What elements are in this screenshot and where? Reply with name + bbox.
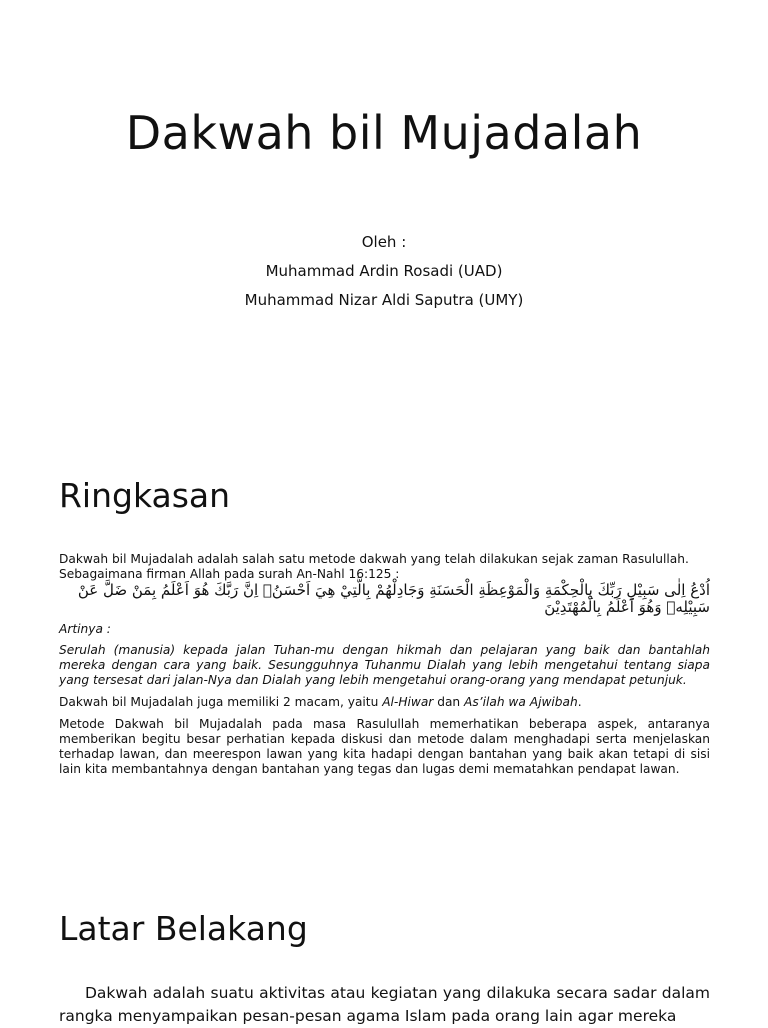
author-2: Muhammad Nizar Aldi Saputra (UMY) [244,291,524,309]
ringkasan-body [59,552,710,777]
byline-label: Oleh : [361,233,407,251]
types-prefix: Dakwah bil Mujadalah juga memiliki 2 macam, yaitu [59,695,383,709]
author-block [0,228,768,315]
method-paragraph: Metode Dakwah bil Mujadalah pada masa Rasulullah memerhatikan beberapa aspek, antaranya memberikan begitu besar perhatian kepada diskusi dan metode dalam menghadapi serta menjelaskan terhadap lawan, dan meerespon lawan yang kita hadapi dengan bantahan yang baik akan tetapi di sisi lain kita membantahnya dengan bantahan yang tegas dan lugas demi mematahkan pendapat lawan. [59,717,710,776]
section-heading-ringkasan: Ringkasan [59,476,231,515]
verse-translation: Serulah (manusia) kepada jalan Tuhan-mu dengan hikmah dan pelajaran yang baik dan bantahlah mereka dengan cara yang baik. Sesungguhnya Tuhanmu Dialah yang lebih mengetahui tentang siapa yang tersesat dari jalan-Nya dan Dialah yang lebih mengetahui orang-orang yang mendapat petunjuk. [59,643,710,687]
author-1: Muhammad Ardin Rosadi (UAD) [265,262,503,280]
section-heading-latar-belakang: Latar Belakang [59,909,308,948]
type-asilah-wa-ajwibah: As’ilah wa Ajwibah [464,695,578,709]
intro-line-2: Sebagaimana firman Allah pada surah An-Nahl 16:125 : [59,567,400,581]
arabic-verse: اُدْعُ اِلٰى سَبِيْلِ رَبِّكَ بِالْحِكْمَةِ وَالْمَوْعِظَةِ الْحَسَنَةِ وَجَادِلْهُمْ بِالَّتِيْ هِيَ اَحْسَنُۗ اِنَّ رَبَّكَ هُوَ اَعْلَمُ بِمَنْ ضَلَّ عَنْ سَبِيْلِهٖ وَهُوَ اَعْلَمُ بِالْمُهْتَدِيْنَ [77,581,710,616]
document-title: Dakwah bil Mujadalah [125,106,643,160]
type-al-hiwar: Al-Hiwar [382,695,434,709]
types-and: dan [433,695,465,709]
types-sentence [59,695,710,710]
intro-line-1: Dakwah bil Mujadalah adalah salah satu metode dakwah yang telah dilakukan sejak zaman Rasulullah. [59,552,689,566]
artinya-label: Artinya : [59,622,111,636]
latar-belakang-paragraph: Dakwah adalah suatu aktivitas atau kegiatan yang dilakuka secara sadar dalam rangka menyampaikan pesan-pesan agama Islam pada orang lain agar mereka [59,984,710,1025]
types-suffix: . [577,695,582,709]
